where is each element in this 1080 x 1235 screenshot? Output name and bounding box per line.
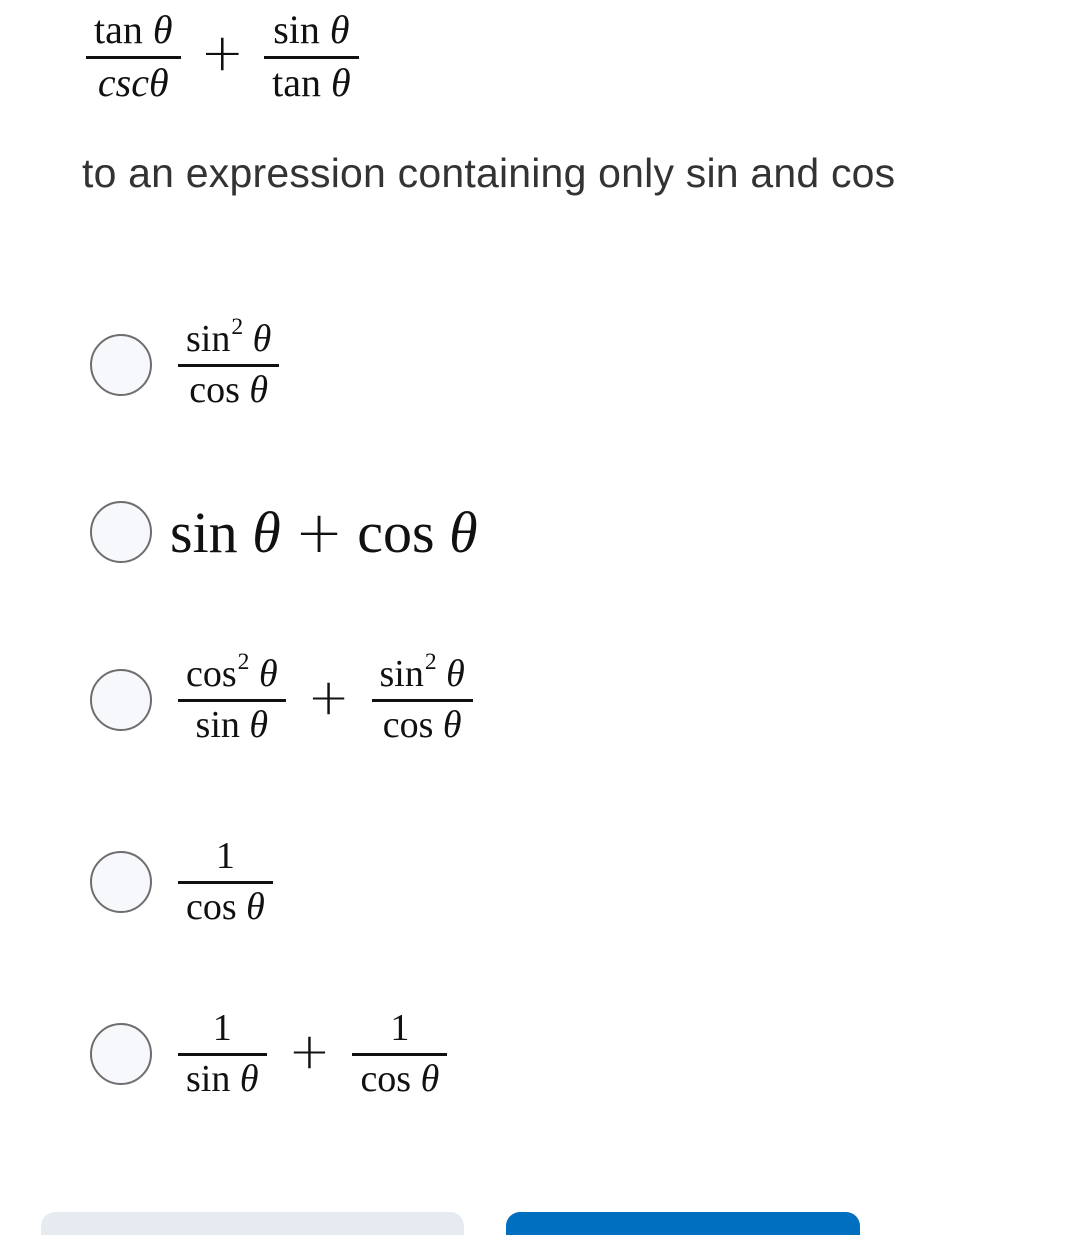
denominator [375,704,470,747]
exponent: 2 [231,314,244,341]
variable-theta: θ [152,7,173,52]
numerator: 1 [215,835,235,877]
variable-theta: θ [446,653,465,695]
denominator [178,886,273,929]
numerator: 1 [212,1007,232,1049]
function-name: sin [170,499,238,565]
function-name: sin [186,318,231,360]
variable-theta: θ [449,499,478,565]
plus-sign: + [294,498,344,566]
fraction [178,1007,267,1100]
plus-sign: + [288,1021,331,1080]
radio-button-c[interactable] [90,669,152,731]
variable-theta: θ [249,368,269,411]
radio-button-b[interactable] [90,501,152,563]
variable-theta: θ [252,318,272,360]
fraction-sin-over-tan [264,8,359,106]
fraction-bar [178,364,279,367]
variable-theta: θ [420,1057,440,1100]
fraction [178,835,273,928]
plus-sign: + [307,667,350,726]
denominator [188,704,277,747]
function-name: cos [357,499,435,565]
fraction-bar [86,56,181,59]
numerator [178,314,279,361]
radio-button-d[interactable] [90,851,152,913]
fraction [352,1007,447,1100]
secondary-button[interactable] [41,1212,464,1235]
variable-theta: θ [239,1057,259,1100]
fraction-bar [264,56,359,59]
function-name: tan [272,59,321,105]
fraction [178,649,286,746]
denominator [181,369,276,412]
function-name: sin [195,703,240,746]
function-name: cos [382,703,434,746]
variable-theta: θ [246,885,265,928]
variable-theta: θ [148,59,169,105]
numerator [178,649,286,696]
numerator [265,8,357,53]
plus-sign: + [200,22,245,83]
answer-option-e[interactable] [90,1007,447,1100]
exponent: 2 [424,649,437,676]
option-e-expression [178,1007,447,1100]
function-name: sin [273,7,320,52]
fraction-tan-over-csc [86,8,181,106]
instruction-text: to an expression containing only sin and cos [82,150,896,196]
radio-button-a[interactable] [90,334,152,396]
fraction-bar [178,881,273,884]
variable-theta: θ [442,703,462,746]
option-b-expression [170,498,478,566]
numerator [372,649,473,696]
function-name: tan [94,7,143,52]
fraction-bar [352,1053,447,1056]
function-name: sin [379,653,424,695]
primary-button[interactable] [506,1212,860,1235]
fraction-bar [372,699,473,702]
variable-theta: θ [258,653,278,695]
variable-theta: θ [249,703,269,746]
denominator [178,1058,267,1101]
function-name: cos [360,1057,412,1100]
function-name: sin [186,1057,231,1100]
fraction [372,649,473,746]
option-d-expression [178,835,273,928]
option-c-expression [178,649,473,746]
exponent: 2 [237,649,250,676]
answer-option-b[interactable] [90,498,478,566]
fraction-bar [178,699,286,702]
function-name: cos [186,653,237,695]
fraction [178,314,279,411]
question-expression [86,8,359,106]
variable-theta: θ [330,59,351,105]
denominator [90,61,177,106]
answer-option-c[interactable] [90,649,473,746]
denominator [264,61,359,106]
numerator: 1 [390,1007,410,1049]
variable-theta: θ [252,499,281,565]
function-name: cos [186,885,237,928]
function-name: cos [189,368,240,411]
numerator [86,8,181,53]
answer-option-d[interactable] [90,835,273,928]
variable-theta: θ [329,7,350,52]
answer-option-a[interactable] [90,314,279,411]
fraction-bar [178,1053,267,1056]
denominator [352,1058,447,1101]
option-a-expression [178,314,279,411]
radio-button-e[interactable] [90,1023,152,1085]
function-name: csc [97,59,149,105]
